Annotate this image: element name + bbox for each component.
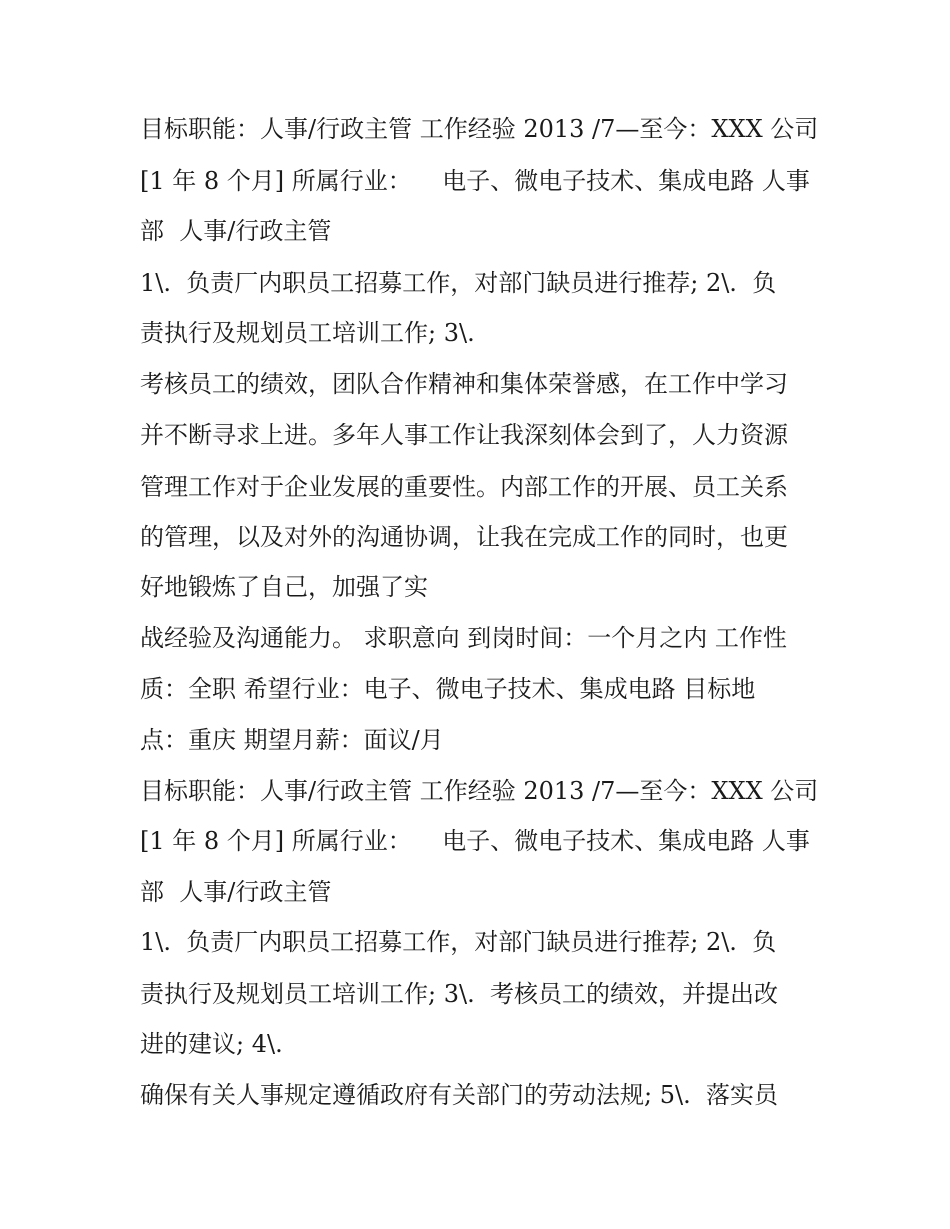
text-line: 1\. 负责厂内职员工招募工作，对部门缺员进行推荐; 2\. 负 xyxy=(140,928,777,956)
text-line: 并不断寻求上进。多年人事工作让我深刻体会到了，人力资源 xyxy=(140,421,788,449)
text-line: 战经验及沟通能力。 求职意向 到岗时间：一个月之内 工作性 xyxy=(140,624,787,652)
text-line: 责执行及规划员工培训工作; 3\. 考核员工的绩效，并提出改 xyxy=(140,980,778,1008)
text-line: 点：重庆 期望月薪：面议/月 xyxy=(140,726,444,754)
text-line: 的管理，以及对外的沟通协调，让我在完成工作的同时，也更 xyxy=(140,523,788,551)
text-line: [1 年 8 个月] 所属行业： 电子、微电子技术、集成电路 人事 xyxy=(140,167,810,195)
text-line: 责执行及规划员工培训工作; 3\. xyxy=(140,319,475,347)
text-line: 1\. 负责厂内职员工招募工作，对部门缺员进行推荐; 2\. 负 xyxy=(140,269,777,297)
text-line: 部 人事/行政主管 xyxy=(140,217,332,245)
text-line: 进的建议; 4\. xyxy=(140,1030,283,1058)
text-line: 管理工作对于企业发展的重要性。内部工作的开展、员工关系 xyxy=(140,473,788,501)
text-line: 考核员工的绩效，团队合作精神和集体荣誉感，在工作中学习 xyxy=(140,370,788,398)
text-line: 质：全职 希望行业：电子、微电子技术、集成电路 目标地 xyxy=(140,675,756,703)
text-line: 目标职能：人事/行政主管 工作经验 2013 /7—至今：XXX 公司 xyxy=(140,777,819,805)
text-line: 确保有关人事规定遵循政府有关部门的劳动法规; 5\. 落实员 xyxy=(140,1081,778,1109)
text-line: 部 人事/行政主管 xyxy=(140,878,332,906)
text-line: 好地锻炼了自己，加强了实 xyxy=(140,573,428,601)
text-line: 目标职能：人事/行政主管 工作经验 2013 /7—至今：XXX 公司 xyxy=(140,115,819,143)
text-line: [1 年 8 个月] 所属行业： 电子、微电子技术、集成电路 人事 xyxy=(140,827,810,855)
